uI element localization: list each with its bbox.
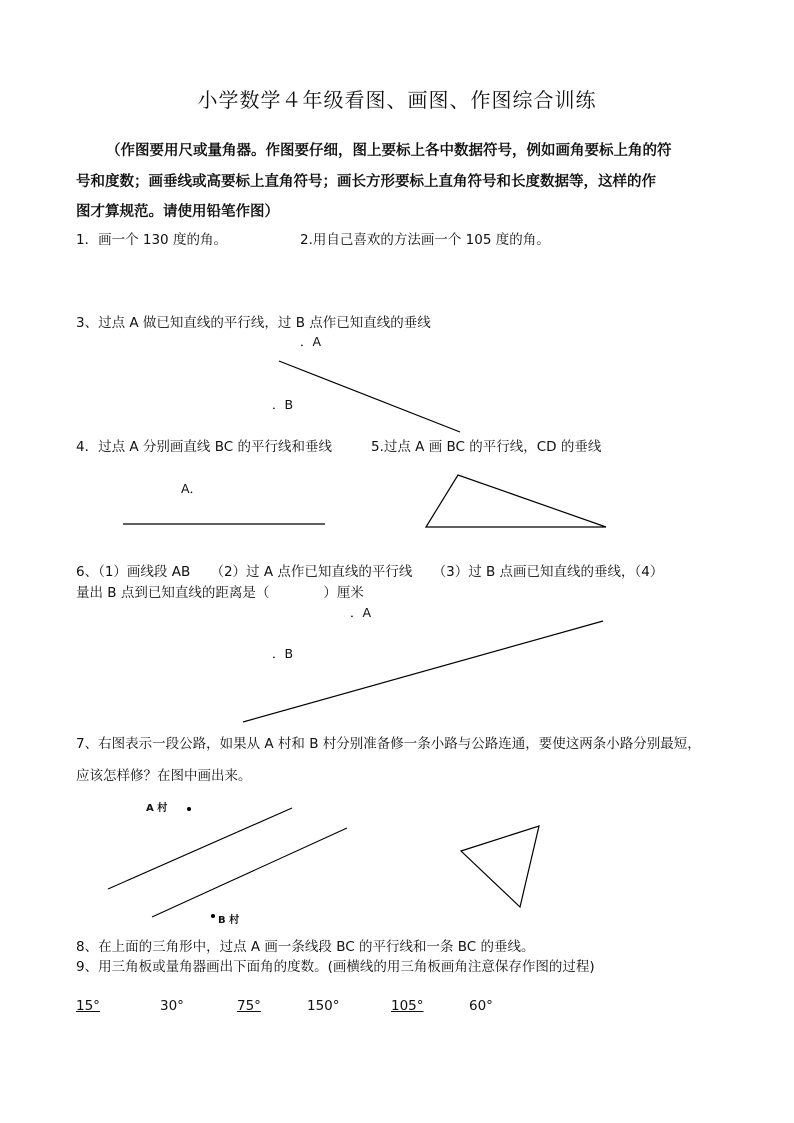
question-7-line-2: 应该怎样修？在图中画出来。	[76, 768, 252, 784]
q7-road-edge-lower	[152, 828, 347, 917]
page-title: 小学数学４年级看图、画图、作图综合训练	[197, 88, 597, 112]
angle-30: 30°	[160, 998, 184, 1014]
instructions-line-2: 号和度数；画垂线或高要标上直角符号；画长方形要标上直角符号和长度数据等，这样的作	[76, 174, 656, 190]
question-2: 2.用自己喜欢的方法画一个 105 度的角。	[300, 232, 550, 248]
angle-75: 75°	[237, 998, 261, 1014]
q6-given-line	[243, 621, 603, 722]
question-4: 4．过点 A 分别画直线 BC 的平行线和垂线	[76, 439, 332, 455]
q6-point-b-label: ．B	[272, 646, 294, 661]
q7-village-b-dot	[211, 914, 215, 918]
angle-15: 15°	[76, 998, 100, 1014]
angle-105: 105°	[391, 998, 424, 1014]
q8-triangle	[461, 826, 539, 907]
question-6-line-2: 量出 B 点到已知直线的距离是（ ）厘米	[76, 585, 364, 601]
angle-150: 150°	[307, 998, 340, 1014]
q3-point-a-label: ．A	[300, 334, 322, 349]
instructions-line-1: （作图要用尺或量角器。作图要仔细，图上要标上各中数据符号，例如画角要标上角的符	[106, 143, 672, 159]
question-9: 9、用三角板或量角器画出下面角的度数。(画横线的用三角板画角注意保存作图的过程)	[76, 959, 595, 975]
q7-village-a-dot	[187, 807, 191, 811]
question-6-line-1: 6、（1）画线段 AB （2）过 A 点作已知直线的平行线 （3）过 B 点画已知直线的垂线，（4）	[76, 564, 664, 580]
question-8: 8、在上面的三角形中，过点 A 画一条线段 BC 的平行线和一条 BC 的垂线。	[76, 939, 535, 955]
q7-village-a-label: A 村	[146, 803, 168, 814]
question-7-line-1: 7、右图表示一段公路，如果从 A 村和 B 村分别准备修一条小路与公路连通，要使这两条小路分别最短，	[76, 736, 701, 752]
q7-road-edge-upper	[108, 808, 292, 889]
angle-60: 60°	[469, 998, 493, 1014]
q3-given-line	[279, 361, 460, 432]
q7-village-b-label: B 村	[218, 915, 240, 926]
question-1: 1．画一个 130 度的角。	[76, 232, 227, 248]
q4-point-a-label: A．	[181, 481, 203, 496]
instructions-line-3: 图才算规范。请使用铅笔作图）	[76, 204, 279, 220]
question-5: 5.过点 A 画 BC 的平行线，CD 的垂线	[371, 439, 602, 455]
q5-triangle	[426, 475, 606, 527]
q3-point-b-label: ．B	[272, 397, 294, 412]
question-3: 3、过点 A 做已知直线的平行线，过 B 点作已知直线的垂线	[76, 315, 431, 331]
q6-point-a-label: ．A	[350, 605, 372, 620]
